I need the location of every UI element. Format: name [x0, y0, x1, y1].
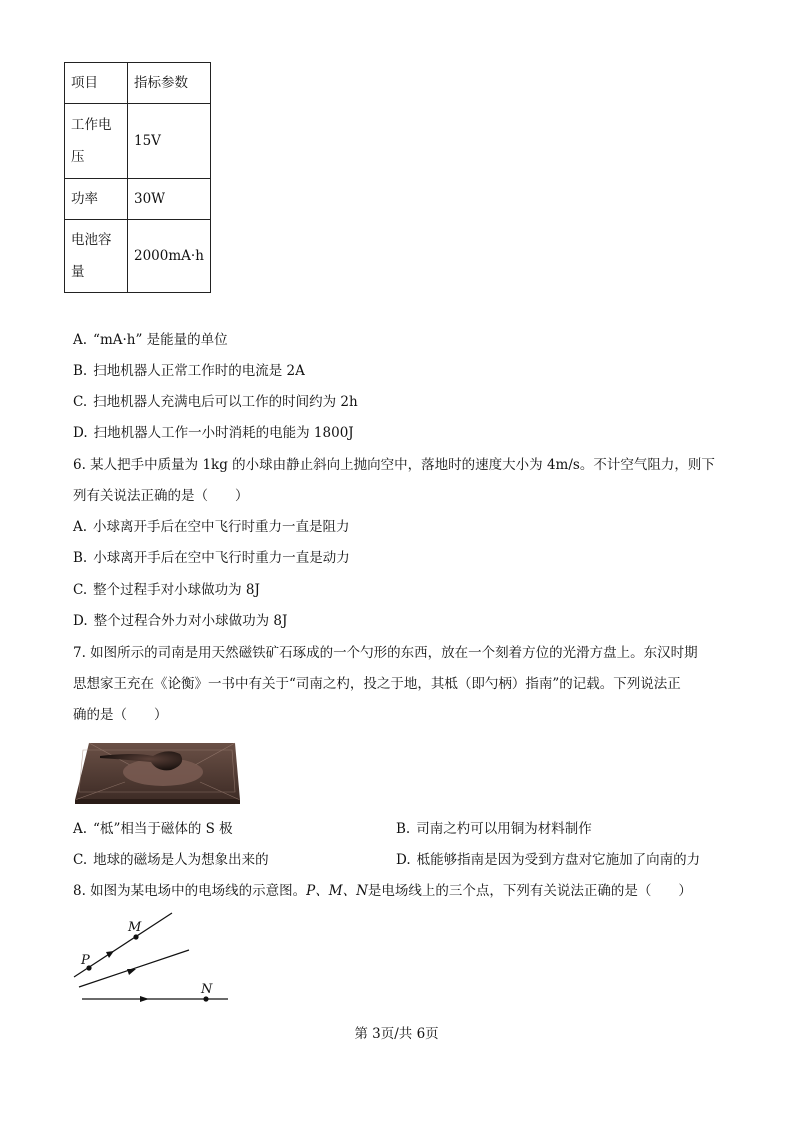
option-text: 地球的磁场是人为想象出来的: [93, 852, 269, 868]
q6-stem-line1: 6. 某人把手中质量为 1kg 的小球由静止斜向上抛向空中，落地时的速度大小为 4m/s。不计空气阻力，则下: [73, 457, 715, 473]
q6-option-d: [73, 611, 287, 631]
arrow-icon: [106, 951, 114, 958]
arrow-icon: [140, 996, 149, 1002]
point-n: [203, 996, 208, 1001]
table-cell-value: 15V: [128, 104, 211, 179]
q8-stem: [73, 881, 692, 901]
option-text: 司南之杓可以用铜为材料制作: [416, 821, 592, 837]
q7-option-b: [396, 819, 592, 839]
q7-stem-line2: 思想家王充在《论衡》一书中有关于“司南之杓，投之于地，其柢（即勺柄）指南”的记载。下列说法正: [73, 676, 681, 692]
table-cell-item: [65, 220, 128, 293]
q7-option-d: [396, 850, 700, 870]
option-text: 扫地机器人工作一小时消耗的电能为 1800J: [93, 425, 354, 441]
table-header-value: 指标参数: [128, 63, 211, 104]
point-m: [133, 934, 138, 939]
q5-option-d: [73, 423, 354, 443]
option-text: 整个过程手对小球做功为 8J: [93, 582, 260, 598]
option-label: A.: [73, 821, 88, 837]
table-header-item: 项目: [65, 63, 128, 104]
option-text: 扫地机器人充满电后可以工作的时间约为 2h: [93, 394, 358, 410]
label-m: M: [128, 920, 142, 935]
stem-points: P、M、N: [306, 883, 368, 899]
option-label: C.: [73, 582, 88, 598]
option-label: A.: [73, 332, 88, 348]
option-label: C.: [73, 394, 88, 410]
page-footer: 第 3页/共 6页: [354, 1026, 439, 1042]
cell-line: 压: [71, 149, 85, 165]
cell-line: 电池容: [71, 232, 112, 248]
option-label: D.: [396, 852, 411, 868]
option-label: C.: [73, 852, 88, 868]
label-n: N: [201, 982, 213, 997]
electric-field-diagram: [70, 912, 240, 1007]
option-label: A.: [73, 519, 88, 535]
q5-option-b: [73, 361, 305, 381]
cell-line: 工作电: [71, 117, 112, 133]
q7-stem-line3: 确的是（ ）: [73, 707, 168, 723]
option-text: “柢”相当于磁体的 S 极: [93, 821, 233, 837]
option-text: 整个过程合外力对小球做功为 8J: [93, 613, 288, 629]
option-label: B.: [396, 821, 411, 837]
option-label: D.: [73, 613, 88, 629]
option-label: B.: [73, 550, 88, 566]
stem-text: 是电场线上的三个点，下列有关说法正确的是（ ）: [367, 883, 692, 899]
q5-option-c: [73, 392, 358, 412]
option-text: “mA·h” 是能量的单位: [93, 332, 228, 348]
stem-text: 8. 如图为某电场中的电场线的示意图。: [73, 883, 307, 899]
cell-line: 量: [71, 264, 85, 280]
label-p: P: [81, 953, 90, 968]
parameter-table: [64, 62, 211, 293]
table-cell-item: [65, 104, 128, 179]
q6-option-c: [73, 580, 260, 600]
option-text: 小球离开手后在空中飞行时重力一直是阻力: [93, 519, 350, 535]
q7-stem-line1: 7. 如图所示的司南是用天然磁铁矿石琢成的一个勺形的东西，放在一个刻着方位的光滑方盘上。东汉时期: [73, 645, 698, 661]
table-cell-value: 2000mA·h: [128, 220, 211, 293]
compass-image: [75, 740, 240, 805]
table-cell-item: 功率: [65, 179, 128, 220]
q5-option-a: [73, 330, 228, 350]
option-text: 小球离开手后在空中飞行时重力一直是动力: [93, 550, 350, 566]
q7-option-a: [73, 819, 233, 839]
q6-option-a: [73, 517, 350, 537]
option-label: B.: [73, 363, 88, 379]
option-text: 扫地机器人正常工作时的电流是 2A: [93, 363, 305, 379]
option-label: D.: [73, 425, 88, 441]
table-cell-value: 30W: [128, 179, 211, 220]
q6-stem-line2: 列有关说法正确的是（ ）: [73, 488, 249, 504]
q6-option-b: [73, 548, 350, 568]
option-text: 柢能够指南是因为受到方盘对它施加了向南的力: [416, 852, 701, 868]
q7-option-c: [73, 850, 269, 870]
arrow-icon: [127, 969, 136, 975]
